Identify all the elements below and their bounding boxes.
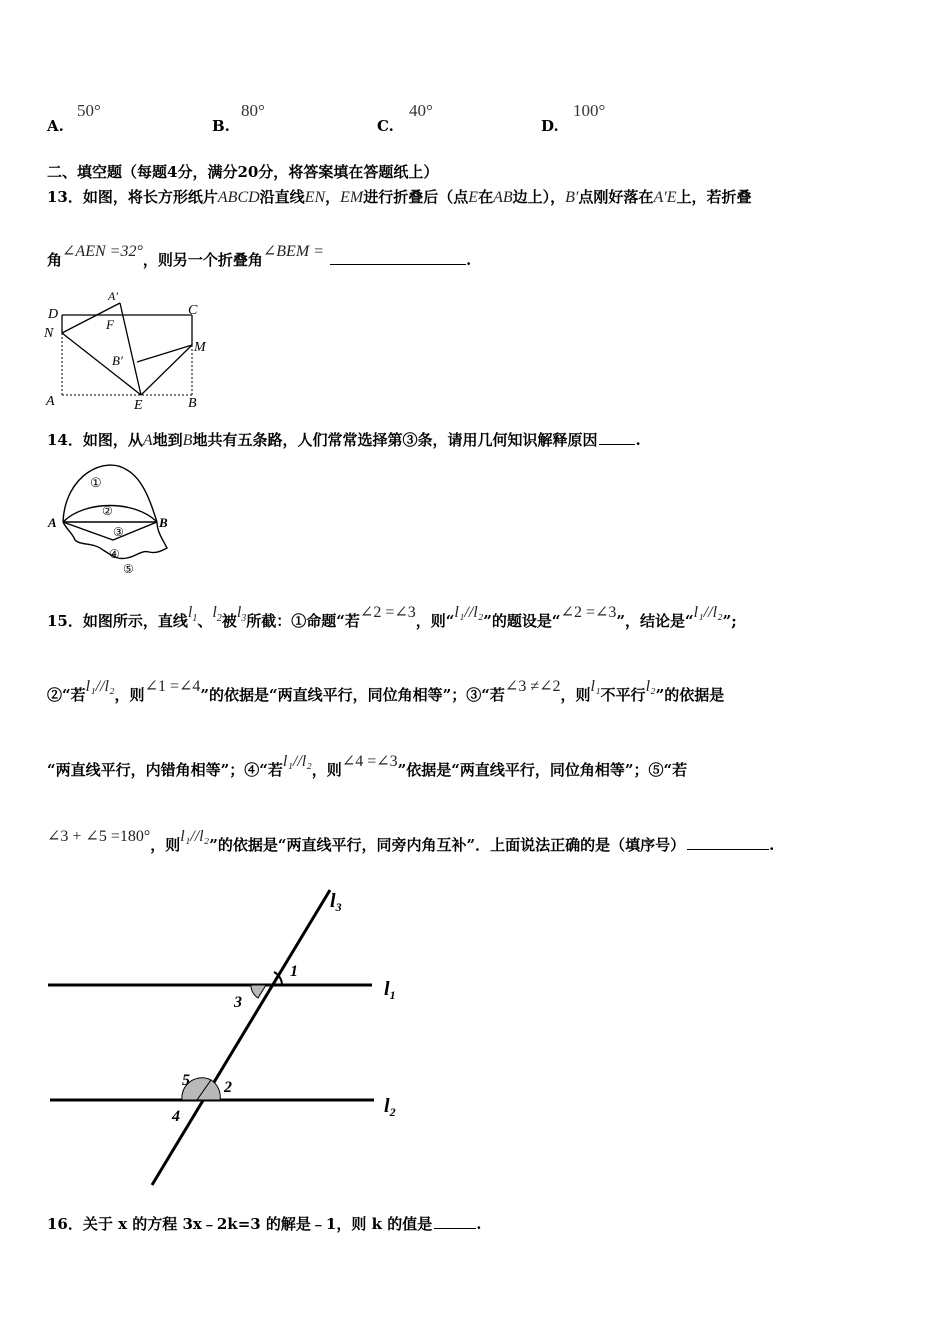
q14-text: 14．如图，从	[47, 431, 143, 449]
q13-text: 13．如图，将长方形纸片	[47, 188, 218, 206]
option-d-value: 100°	[573, 101, 606, 120]
q13-text: ，	[325, 188, 341, 206]
q15-text: ，则“	[415, 612, 455, 630]
q15-math: l₁//l₂	[693, 604, 723, 621]
q15-text: ”的依据是“两直线平行，同位角相等”；③“若	[200, 686, 505, 704]
q13-ab: AB	[493, 189, 513, 206]
answer-blank	[330, 250, 466, 265]
q15-l2-sub: 2	[216, 613, 222, 625]
q13-em: EM	[340, 189, 364, 206]
q15-end: .	[769, 836, 775, 854]
label-a-prime: A′	[108, 289, 118, 303]
q13-text: ，则另一个折叠角	[142, 251, 263, 269]
label-d: D	[48, 307, 59, 322]
q15-math: ∠2 =∠3	[560, 604, 617, 621]
q15-text: ”，结论是“	[616, 612, 694, 630]
q15-text: “两直线平行，内错角相等”；④“若	[47, 761, 283, 779]
q14-line	[47, 429, 641, 450]
option-letter: C.	[377, 117, 394, 135]
q13-e: E	[468, 189, 479, 206]
q13-bprime: B′	[565, 189, 579, 206]
q15-text: 、	[197, 612, 213, 630]
angle-label-5: 5	[182, 1072, 190, 1089]
q13-line1	[47, 186, 752, 207]
label-l2: $l_2$	[384, 1095, 396, 1119]
option-c-value: 40°	[409, 101, 433, 120]
option-b-value: 80°	[241, 101, 265, 120]
q15-text: 不平行	[600, 686, 646, 704]
q13-end: .	[465, 251, 472, 269]
section-title: 二、填空题（每题4分，满分20分，将答案填在答题纸上）	[47, 163, 439, 181]
q13-text: 上，若折叠	[676, 188, 752, 206]
answer-blank	[687, 835, 769, 850]
q14-a: A	[142, 432, 153, 449]
q15-math: l₁//l₂	[454, 604, 484, 621]
q15-line1	[47, 604, 737, 633]
q15-text: ，则	[311, 761, 342, 779]
angle-label-4: 4	[172, 1108, 180, 1125]
option-letter: A.	[47, 117, 64, 135]
answer-blank	[599, 430, 635, 445]
q14-b: B	[182, 432, 193, 449]
q15-line4	[47, 828, 775, 855]
q15-line3	[47, 753, 688, 780]
q14-end: .	[635, 431, 641, 449]
q15-math: l₂	[645, 678, 656, 695]
q15-text: 15．如图所示，直线	[47, 612, 188, 630]
route-2: ②	[102, 504, 113, 518]
q15-math: ∠2 =∠3	[359, 604, 416, 621]
q15-l1-letter: l	[187, 604, 193, 621]
q15-text: ，则	[560, 686, 591, 704]
q15-math: l₁	[590, 678, 601, 695]
q14-figure	[45, 460, 180, 582]
q15-text: ，则	[114, 686, 145, 704]
q15-text: ”的依据是“两直线平行，同旁内角互补”．上面说法正确的是（填序号）	[209, 836, 686, 854]
route-1: ①	[90, 475, 102, 490]
q13-text: 沿直线	[259, 188, 305, 206]
q13-text: 角	[47, 251, 63, 269]
label-c: C	[188, 303, 198, 318]
label-m: M	[194, 340, 206, 355]
option-letter: D.	[541, 117, 559, 135]
answer-blank	[434, 1214, 476, 1229]
q15-text: ②“若	[47, 686, 86, 704]
q14-text: 地到	[152, 431, 183, 449]
q13-text: 进行折叠后（点	[363, 188, 469, 206]
option-a	[47, 116, 64, 135]
q13-figure	[40, 285, 220, 413]
label-a: A	[46, 394, 55, 409]
q16-text: 16．关于 x 的方程 3x﹣2k=3 的解是﹣1，则 k 的值是	[47, 1215, 433, 1233]
q15-l1	[187, 604, 198, 625]
q15-text: 被	[221, 612, 237, 630]
option-letter: B.	[212, 117, 230, 135]
q15-text: 所截：①命题“若	[246, 612, 360, 630]
q15-l2	[212, 604, 222, 625]
q15-math: ∠3 + ∠5 =180°	[47, 828, 151, 845]
q15-text: ”;	[722, 612, 737, 630]
q15-l3-sub: 3	[241, 613, 247, 625]
q16-line	[47, 1213, 481, 1234]
q15-text: ”的题设是“	[483, 612, 561, 630]
q14-text: 地共有五条路，人们常常选择第③条，请用几何知识解释原因	[192, 431, 598, 449]
q13-line2	[47, 243, 472, 270]
angle-label-1: 1	[290, 963, 298, 980]
label-l3: $l_3$	[330, 890, 342, 914]
q16-end: .	[476, 1215, 482, 1233]
q15-l2-letter: l	[212, 604, 217, 621]
q15-math: ∠1 =∠4	[144, 678, 201, 695]
q15-math: l₁//l₂	[180, 828, 210, 845]
option-d	[541, 116, 559, 135]
q15-math: l₁//l₂	[282, 753, 312, 770]
q13-ae: A′E	[653, 189, 677, 206]
q15-text: ，则	[150, 836, 181, 854]
q15-l3	[236, 604, 247, 625]
label-l1: $l_1$	[384, 978, 396, 1002]
route-4: ④	[109, 547, 120, 561]
label-b: B	[159, 515, 168, 530]
q13-en: EN	[304, 189, 326, 206]
q15-math: ∠4 =∠3	[341, 753, 398, 770]
q15-l1-sub: 1	[192, 613, 198, 625]
q15-figure	[40, 880, 420, 1190]
label-f: F	[106, 317, 114, 332]
q13-ask: ∠BEM =	[262, 243, 324, 260]
label-a: A	[48, 515, 57, 530]
q13-text: 在	[478, 188, 494, 206]
q15-line2	[47, 678, 725, 705]
q13-text: 点刚好落在	[578, 188, 654, 206]
q15-math: l₁//l₂	[85, 678, 115, 695]
option-a-value: 50°	[77, 101, 101, 120]
q15-text: ”的依据是	[655, 686, 725, 704]
label-n: N	[44, 326, 54, 341]
option-b	[212, 116, 230, 135]
label-e: E	[134, 398, 143, 413]
q15-l3-letter: l	[236, 604, 242, 621]
q15-text: ”依据是“两直线平行，同位角相等”；⑤“若	[397, 761, 688, 779]
option-c	[377, 116, 394, 135]
route-3: ③	[113, 525, 124, 539]
label-b: B	[188, 396, 197, 411]
angle-label-3: 3	[234, 994, 242, 1011]
q13-abcd: ABCD	[217, 189, 260, 206]
q15-math: ∠3 ≠∠2	[504, 678, 561, 695]
q13-text: 边上），	[512, 188, 566, 206]
angle-label-2: 2	[224, 1079, 232, 1096]
label-b-prime: B′	[112, 353, 123, 368]
q13-condition: ∠AEN =32°	[62, 243, 143, 260]
route-5: ⑤	[123, 562, 134, 576]
